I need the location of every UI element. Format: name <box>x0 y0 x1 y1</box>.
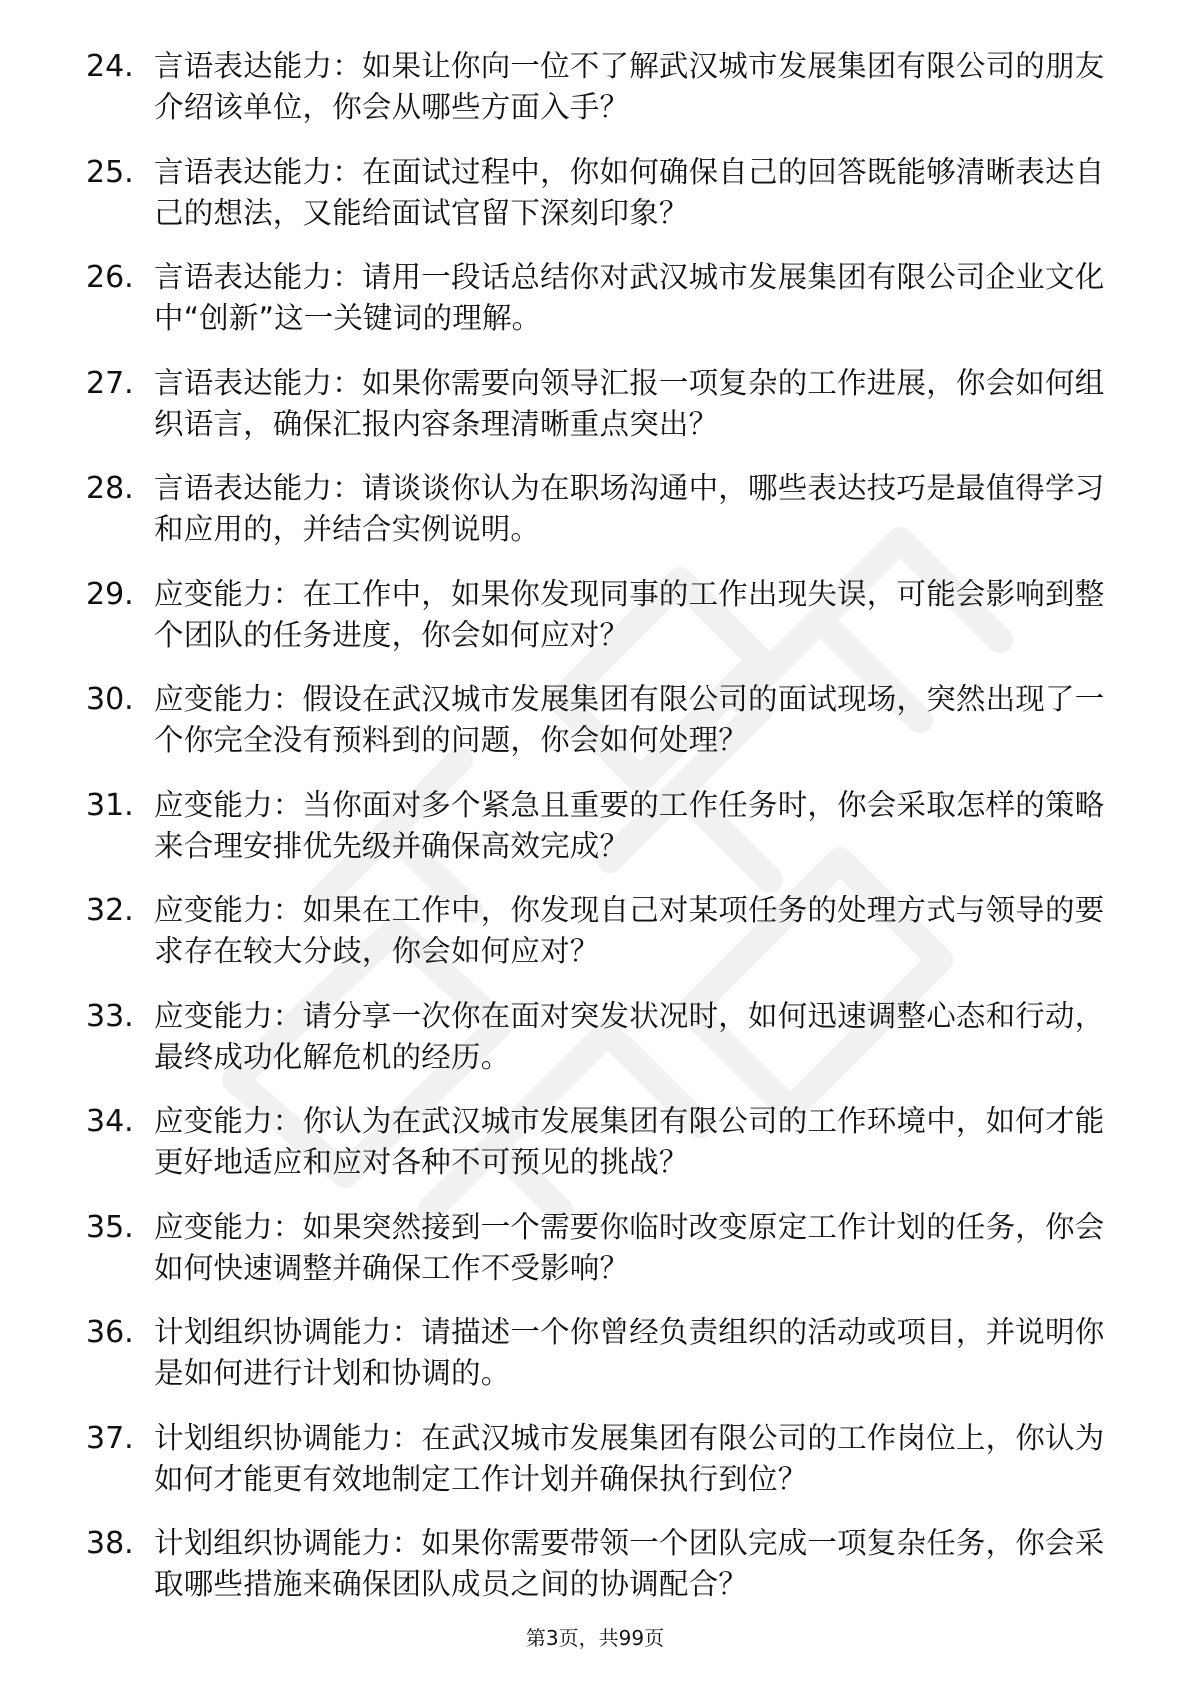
question-number: 36. <box>86 1315 134 1350</box>
question-item <box>86 1101 1106 1183</box>
question-item <box>86 152 1106 234</box>
question-item <box>86 890 1106 972</box>
question-number: 38. <box>86 1526 134 1561</box>
question-text: 计划组织协调能力：在武汉城市发展集团有限公司的工作岗位上，你认为如何才能更有效地制定工作计划并确保执行到位？ <box>154 1420 1105 1496</box>
question-number: 28. <box>86 471 134 506</box>
question-number: 29. <box>86 576 134 612</box>
question-text: 计划组织协调能力：如果你需要带领一个团队完成一项复杂任务，你会采取哪些措施来确保团队成员之间的协调配合？ <box>154 1526 1105 1601</box>
question-item <box>86 1312 1106 1394</box>
question-text: 应变能力：如果突然接到一个需要你临时改变原定工作计划的任务，你会如何快速调整并确保工作不受影响？ <box>154 1209 1105 1285</box>
question-number: 35. <box>86 1209 134 1245</box>
question-item <box>86 1523 1106 1605</box>
question-text: 言语表达能力：在面试过程中，你如何确保自己的回答既能够清晰表达自己的想法，又能给面试官留下深刻印象？ <box>154 154 1105 230</box>
question-item <box>86 363 1106 445</box>
question-number: 33. <box>86 998 134 1034</box>
question-list <box>86 46 1106 1629</box>
question-text: 应变能力：当你面对多个紧急且重要的工作任务时，你会采取怎样的策略来合理安排优先级并确保高效完成？ <box>154 787 1105 863</box>
page-footer <box>0 1624 1190 1652</box>
question-text: 言语表达能力：请谈谈你认为在职场沟通中，哪些表达技巧是最值得学习和应用的，并结合实例说明。 <box>154 471 1105 546</box>
question-item <box>86 1418 1106 1500</box>
question-text: 言语表达能力：如果让你向一位不了解武汉城市发展集团有限公司的朋友介绍该单位，你会从哪些方面入手？ <box>154 49 1105 124</box>
question-number: 25. <box>86 154 134 190</box>
question-number: 37. <box>86 1420 134 1456</box>
question-text: 应变能力：在工作中，如果你发现同事的工作出现失误，可能会影响到整个团队的任务进度，你会如何应对？ <box>154 576 1105 652</box>
question-item <box>86 468 1106 550</box>
question-number: 27. <box>86 365 134 401</box>
question-item <box>86 574 1106 656</box>
question-item <box>86 679 1106 761</box>
question-item <box>86 785 1106 867</box>
question-text: 计划组织协调能力：请描述一个你曾经负责组织的活动或项目，并说明你是如何进行计划和协调的。 <box>154 1315 1105 1390</box>
question-item <box>86 1207 1106 1289</box>
question-number: 26. <box>86 260 134 295</box>
page-number-label: 第3页，共99页 <box>525 1626 665 1650</box>
question-text: 应变能力：假设在武汉城市发展集团有限公司的面试现场，突然出现了一个你完全没有预料到的问题，你会如何处理？ <box>154 682 1105 757</box>
question-item <box>86 46 1106 128</box>
question-text: 应变能力：请分享一次你在面对突发状况时，如何迅速调整心态和行动，最终成功化解危机的经历。 <box>154 998 1105 1074</box>
question-number: 24. <box>86 49 134 84</box>
question-item <box>86 257 1106 339</box>
question-number: 31. <box>86 787 134 823</box>
question-text: 应变能力：如果在工作中，你发现自己对某项任务的处理方式与领导的要求存在较大分歧，你会如何应对？ <box>154 893 1105 968</box>
question-number: 32. <box>86 893 134 928</box>
question-item <box>86 996 1106 1078</box>
question-text: 言语表达能力：请用一段话总结你对武汉城市发展集团有限公司企业文化中“创新”这一关键词的理解。 <box>154 260 1105 335</box>
question-text: 言语表达能力：如果你需要向领导汇报一项复杂的工作进展，你会如何组织语言，确保汇报内容条理清晰重点突出？ <box>154 365 1105 441</box>
question-number: 30. <box>86 682 134 717</box>
question-text: 应变能力：你认为在武汉城市发展集团有限公司的工作环境中，如何才能更好地适应和应对各种不可预见的挑战？ <box>154 1104 1105 1179</box>
question-number: 34. <box>86 1104 134 1139</box>
